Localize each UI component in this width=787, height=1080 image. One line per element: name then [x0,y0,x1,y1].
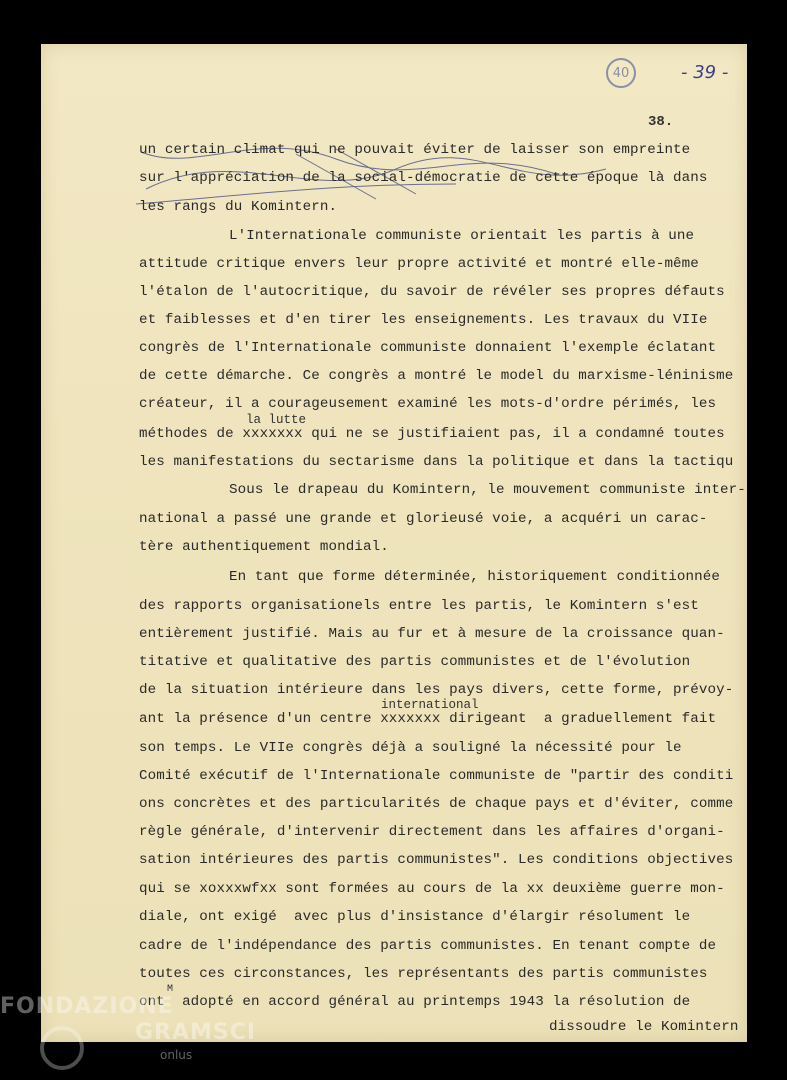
watermark-line3: onlus [160,1048,193,1062]
text-line: et faiblesses et d'en tirer les enseignements. Les travaux du VIIe [139,312,708,328]
text-line: des rapports organisationels entre les partis, le Komintern s'est [139,598,699,614]
text-line: règle générale, d'intervenir directement dans les affaires d'organi- [139,824,725,840]
watermark-line1: FONDAZIONE [0,994,174,1019]
insertion-international: international [381,698,479,712]
watermark-line2: GRAMSCI [135,1020,257,1045]
text-line: toutes ces circonstances, les représentants des partis communistes [139,966,708,982]
text-line: les manifestations du sectarisme dans la politique et dans la tactiqu [139,454,734,470]
text-line: ons concrètes et des particularités de chaque pays et d'éviter, comme [139,796,734,812]
fondazione-gramsci-watermark [0,990,257,1070]
document-page [41,44,747,1042]
watermark-logo-icon [40,1026,84,1070]
text-line: l'étalon de l'autocritique, du savoir de révéler ses propres défauts [139,284,725,300]
text-line: ant la présence d'un centre xxxxxxx dirigeant a graduellement fait [139,711,717,727]
text-line: national a passé une grande et glorieusé voie, a acquéri un carac- [139,511,708,527]
insertion-mark: M [167,984,174,995]
text-line: créateur, il a courageusement examiné les mots-d'ordre périmés, les [139,396,717,412]
handwritten-page-number: - 39 - [681,62,729,83]
text-line: Comité exécutif de l'Internationale communiste de "partir des conditi [139,768,734,784]
text-line: titative et qualitative des partis communistes et de l'évolution [139,654,691,670]
text-line: L'Internationale communiste orientait les partis à une [229,228,695,244]
text-line: qui se xoxxxwfxx sont formées au cours de la xx deuxième guerre mon- [139,881,725,897]
text-line: entièrement justifié. Mais au fur et à mesure de la croissance quan- [139,626,725,642]
text-line: congrès de l'Internationale communiste donnaient l'exemple éclatant [139,340,717,356]
text-line: attitude critique envers leur propre activité et montré elle-même [139,256,699,272]
text-line: sur l'appréciation de la social-démocratie de cette époque là dans [139,170,708,186]
text-line: diale, ont exigé avec plus d'insistance d'élargir résolument le [139,909,691,925]
text-line: son temps. Le VIIe congrès déjà a souligné la nécessité pour le [139,740,682,756]
text-line: de cette démarche. Ce congrès a montré le model du marxisme-léninisme [139,368,734,384]
text-line: ont adopté en accord général au printemps 1943 la résolution de [139,994,691,1010]
circled-page-number: 40 [606,58,636,88]
text-line: tère authentiquement mondial. [139,539,389,555]
text-line: En tant que forme déterminée, historiquement conditionnée [229,569,720,585]
text-line: un certain climat qui ne pouvait éviter de laisser son empreinte [139,142,691,158]
text-line: de la situation intérieure dans les pays divers, cette forme, prévoy- [139,682,734,698]
typed-page-number: 38. [648,114,674,130]
text-line: sation intérieures des partis communistes". Les conditions objectives [139,852,734,868]
text-line: méthodes de xxxxxxx qui ne se justifiaient pas, il a condamné toutes [139,426,725,442]
insertion-la-lutte: la lutte [246,413,307,427]
text-line: Sous le drapeau du Komintern, le mouvement communiste inter- [229,482,746,498]
text-line: cadre de l'indépendance des partis communistes. En tenant compte de [139,938,717,954]
text-line: dissoudre le Komintern [549,1019,739,1035]
text-line: les rangs du Komintern. [139,199,338,215]
